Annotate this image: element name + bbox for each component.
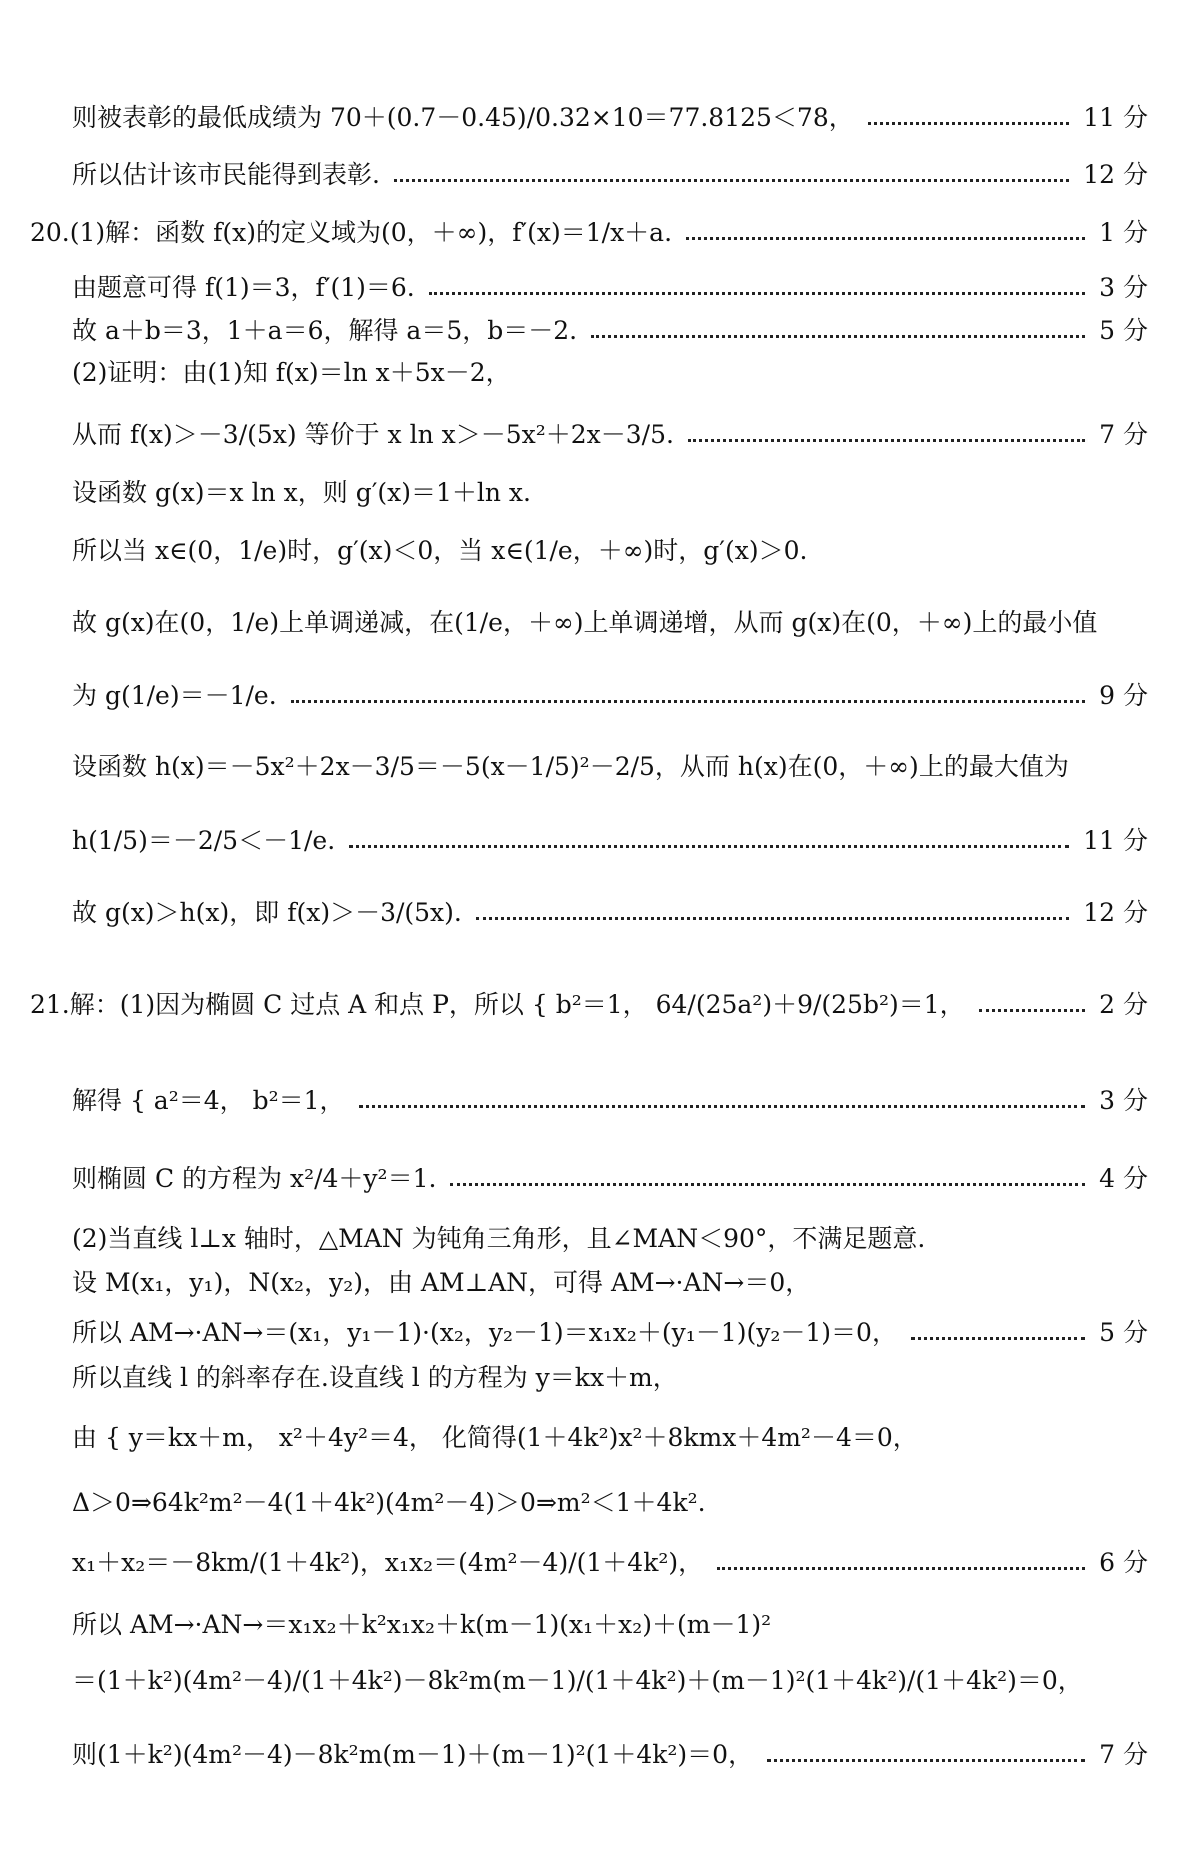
leader-dots <box>686 237 1085 240</box>
line-text: Δ＞0⇒64k²m²－4(1＋4k²)(4m²－4)＞0⇒m²＜1＋4k². <box>72 1488 706 1517</box>
line-points: 5 分 <box>1099 316 1148 345</box>
line-points: 6 分 <box>1099 1548 1148 1577</box>
line-text: 21.解：(1)因为椭圆 C 过点 A 和点 P，所以 { b²＝1， 64/(25a²)＋9/(25b²)＝1， <box>30 990 965 1019</box>
line-points: 11 分 <box>1083 826 1148 855</box>
line-points: 7 分 <box>1099 1740 1148 1769</box>
solution-line <box>72 360 1148 385</box>
line-text: 故 a＋b＝3，1＋a＝6，解得 a＝5，b＝－2. <box>72 316 578 345</box>
leader-dots <box>291 700 1085 703</box>
line-text: 为 g(1/e)＝－1/e. <box>72 681 277 710</box>
line-points: 3 分 <box>1099 1086 1148 1115</box>
line-text: 由 { y＝kx＋m， x²＋4y²＝4， 化简得(1＋4k²)x²＋8kmx＋4m²－4＝0， <box>72 1423 918 1452</box>
solution-line <box>72 683 1148 708</box>
leader-dots <box>349 845 1069 848</box>
line-text: 所以直线 l 的斜率存在.设直线 l 的方程为 y＝kx＋m， <box>72 1363 678 1392</box>
line-text: ＝(1＋k²)(4m²－4)/(1＋4k²)－8k²m(m－1)/(1＋4k²)＋(m－1)²(1＋4k²)/(1＋4k²)＝0， <box>72 1666 1083 1695</box>
line-text: 则(1＋k²)(4m²－4)－8k²m(m－1)＋(m－1)²(1＋4k²)＝0， <box>72 1740 754 1769</box>
solution-line <box>72 900 1148 925</box>
solution-line <box>72 162 1148 187</box>
solution-line <box>72 1668 1148 1693</box>
solution-line <box>72 610 1148 635</box>
solution-line <box>72 754 1148 779</box>
line-text: 所以 AM→·AN→＝x₁x₂＋k²x₁x₂＋k(m－1)(x₁＋x₂)＋(m－1)² <box>72 1610 772 1639</box>
line-points: 11 分 <box>1083 103 1148 132</box>
solution-line <box>72 1550 1148 1575</box>
leader-dots <box>911 1337 1085 1340</box>
solution-line <box>72 1088 1148 1113</box>
leader-dots <box>979 1009 1085 1012</box>
line-points: 1 分 <box>1099 218 1148 247</box>
line-points: 7 分 <box>1099 420 1148 449</box>
line-text: 解得 { a²＝4， b²＝1， <box>72 1086 345 1115</box>
solution-line <box>72 1742 1148 1767</box>
solution-line <box>72 1490 1148 1515</box>
leader-dots <box>476 917 1069 920</box>
line-text: 设函数 g(x)＝x ln x，则 g′(x)＝1＋ln x. <box>72 478 531 507</box>
line-text: h(1/5)＝－2/5＜－1/e. <box>72 826 336 855</box>
solution-line <box>72 105 1148 130</box>
solution-line <box>72 1270 1148 1295</box>
line-points: 12 分 <box>1083 898 1148 927</box>
leader-dots <box>591 335 1085 338</box>
solution-line <box>72 828 1148 853</box>
solution-line <box>72 538 1148 563</box>
question-21-heading <box>30 992 1148 1017</box>
leader-dots <box>359 1105 1086 1108</box>
line-text: 设函数 h(x)＝－5x²＋2x－3/5＝－5(x－1/5)²－2/5，从而 h(x)在(0，＋∞)上的最大值为 <box>72 752 1069 781</box>
solution-line <box>72 480 1148 505</box>
line-points: 2 分 <box>1099 990 1148 1019</box>
line-text: (2)当直线 l⊥x 轴时，△MAN 为钝角三角形，且∠MAN＜90°，不满足题意. <box>72 1224 926 1253</box>
solution-line <box>72 1166 1148 1191</box>
line-points: 4 分 <box>1099 1164 1148 1193</box>
solution-line <box>72 1365 1148 1390</box>
line-text: 所以当 x∈(0，1/e)时，g′(x)＜0，当 x∈(1/e，＋∞)时，g′(x)＞0. <box>72 536 808 565</box>
line-text: x₁＋x₂＝－8km/(1＋4k²)，x₁x₂＝(4m²－4)/(1＋4k²)， <box>72 1548 704 1577</box>
leader-dots <box>868 122 1070 125</box>
solution-line <box>72 1320 1148 1345</box>
solution-line <box>72 318 1148 343</box>
line-points: 12 分 <box>1083 160 1148 189</box>
line-text: 由题意可得 f(1)＝3，f′(1)＝6. <box>72 273 415 302</box>
line-points: 3 分 <box>1099 273 1148 302</box>
leader-dots <box>450 1183 1085 1186</box>
solution-line <box>72 1226 1148 1251</box>
line-text: 故 g(x)＞h(x)，即 f(x)＞－3/(5x). <box>72 898 462 927</box>
line-text: (2)证明：由(1)知 f(x)＝ln x＋5x－2， <box>72 358 511 387</box>
line-text: 则椭圆 C 的方程为 x²/4＋y²＝1. <box>72 1164 437 1193</box>
question-20-heading <box>30 220 1148 245</box>
leader-dots <box>767 1759 1085 1762</box>
line-text: 则被表彰的最低成绩为 70＋(0.7－0.45)/0.32×10＝77.8125＜78， <box>72 103 854 132</box>
line-text: 从而 f(x)＞－3/(5x) 等价于 x ln x＞－5x²＋2x－3/5. <box>72 420 674 449</box>
line-text: 所以 AM→·AN→＝(x₁，y₁－1)·(x₂，y₂－1)＝x₁x₂＋(y₁－1)(y₂－1)＝0， <box>72 1318 897 1347</box>
line-text: 所以估计该市民能得到表彰. <box>72 160 380 189</box>
line-points: 9 分 <box>1099 681 1148 710</box>
line-points: 5 分 <box>1099 1318 1148 1347</box>
solution-line <box>72 422 1148 447</box>
leader-dots <box>717 1567 1085 1570</box>
line-text: 设 M(x₁，y₁)，N(x₂，y₂)，由 AM⊥AN，可得 AM→·AN→＝0， <box>72 1268 811 1297</box>
leader-dots <box>688 439 1085 442</box>
line-text: 20.(1)解：函数 f(x)的定义域为(0，＋∞)，f′(x)＝1/x＋a. <box>30 218 673 247</box>
line-text: 故 g(x)在(0，1/e)上单调递减，在(1/e，＋∞)上单调递增，从而 g(x)在(0，＋∞)上的最小值 <box>72 608 1098 637</box>
leader-dots <box>429 292 1085 295</box>
solution-line <box>72 1425 1148 1450</box>
leader-dots <box>394 179 1069 182</box>
solution-line <box>72 275 1148 300</box>
solution-line <box>72 1612 1148 1637</box>
